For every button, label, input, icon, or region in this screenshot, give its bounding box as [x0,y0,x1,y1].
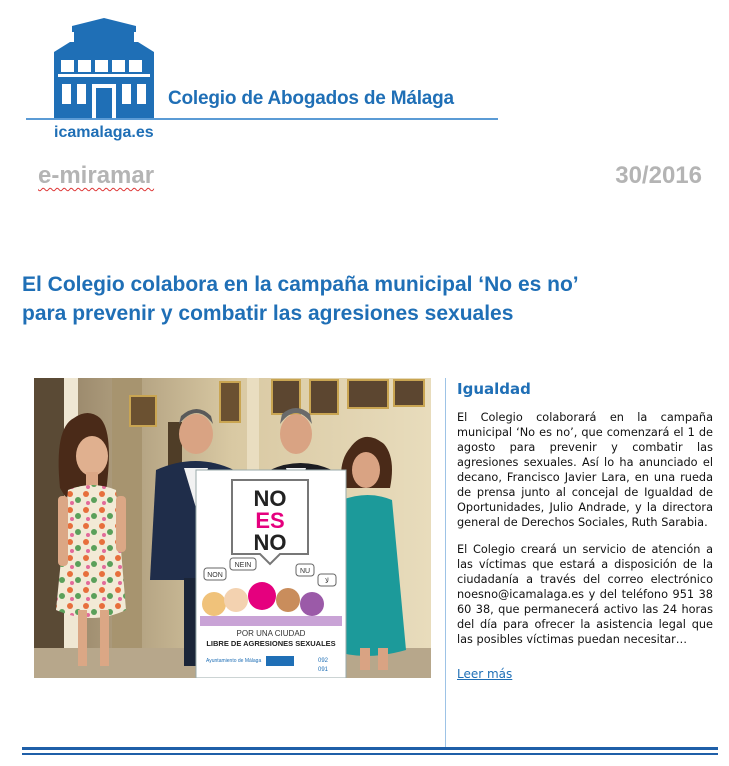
article-photo [34,378,431,678]
newsletter-header [0,0,729,150]
section-title: Igualdad [457,380,531,398]
headline-line-1: El Colegio colabora en la campaña municipal ‘No es no’ [22,273,579,296]
issue-number: 30/2016 [615,162,702,189]
brand-name-text: e-miramar [38,162,155,189]
logo-building-icon [50,16,158,120]
logo-divider [26,118,498,120]
headline-line-2: para prevenir y combatir las agresiones sexuales [22,302,514,325]
article-body [457,378,713,682]
poster-phone-1: 092 [318,658,329,664]
article-paragraph-1: El Colegio colaborará en la campaña municipal ‘No es no’, que comenzará el 1 de agosto para prevenir y combatir las agresiones sexuales. Así lo ha anunciado el decano, Francisco Javier Lara, en una rueda de prensa junto al concejal de Igualdad de Oportunidades, Julio Andrade, y la directora general de Derechos Sociales, Ruth Sarabia. [457,411,713,529]
article-paragraph-2: El Colegio creará un servicio de atención a las víctimas que estará a disposición de la ciudadanía a través del correo electrónico noesno@icamalaga.es y del teléfono 951 38 60 38, que permanecerá activo las 24 horas del día para ofrecer la asistencia legal que las posibles víctimas puedan necesitar… [457,543,713,646]
org-domain: icamalaga.es [54,124,154,141]
press-conference-image [34,378,431,678]
bubble-nein: NEIN [234,562,252,569]
org-name: Colegio de Abogados de Málaga [168,88,454,109]
bubble-nu: NU [299,568,311,575]
newsletter-brand [38,162,154,190]
bubble-non: NON [207,572,223,579]
footer-divider-top [22,747,718,750]
read-more-link[interactable]: Leer más [457,667,513,681]
poster-es: ES [255,508,285,533]
poster-tagline-2: LIBRE DE AGRESIONES SEXUALES [206,639,336,648]
article-headline [22,270,722,328]
bubble-ar: لا [325,577,329,585]
poster-no-2: NO [253,530,287,555]
footer-divider-bottom [22,753,718,755]
poster-no-1: NO [253,486,287,511]
poster-phone-2: 091 [318,667,329,673]
poster-council: Ayuntamiento de Málaga [206,658,262,664]
poster-tagline-1: POR UNA CIUDAD [236,629,306,638]
column-divider [445,378,446,748]
